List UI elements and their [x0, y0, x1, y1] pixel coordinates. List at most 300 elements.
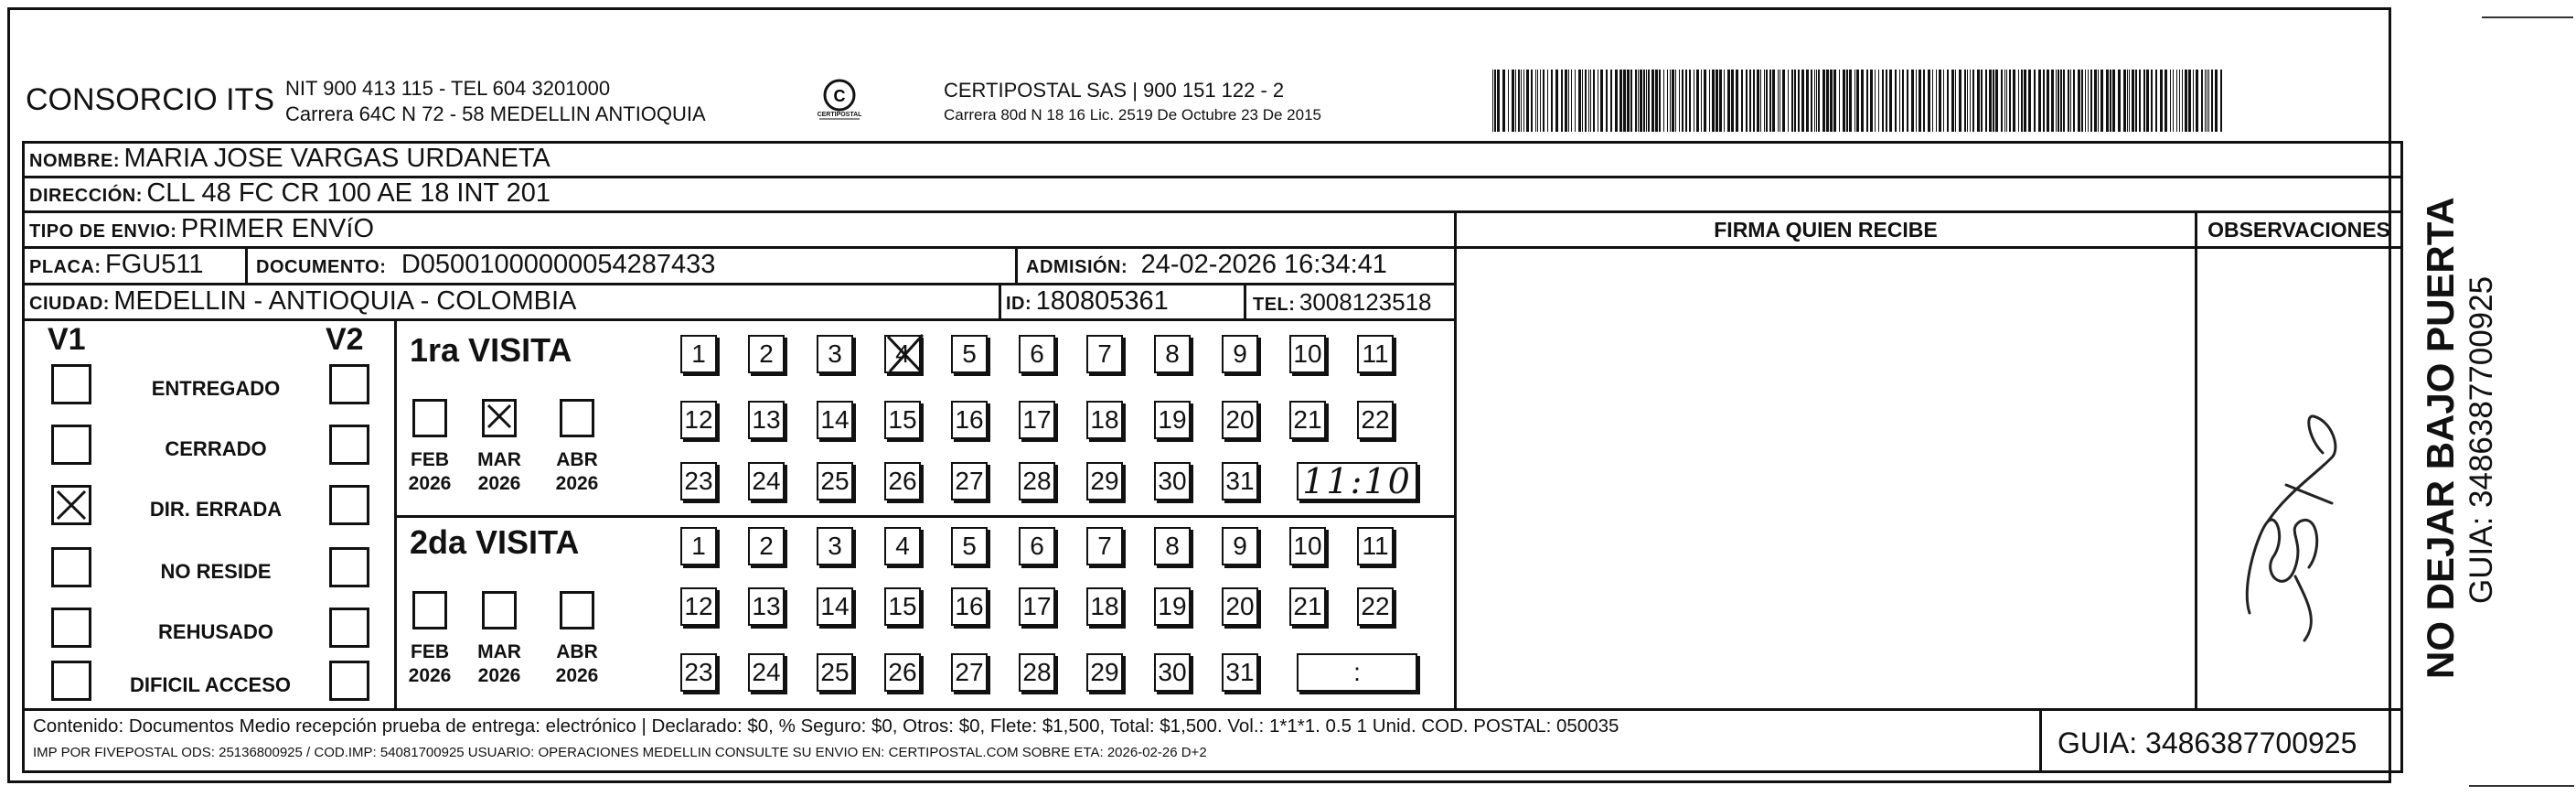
barcode-bar: [2173, 70, 2174, 132]
side-rule-top: [2482, 16, 2573, 18]
v2-label: V2: [326, 322, 364, 357]
day-box[interactable]: [1086, 462, 1123, 500]
month-label: [472, 640, 527, 688]
day-number: 31: [1225, 658, 1255, 686]
day-box[interactable]: [817, 335, 853, 373]
barcode-bar: [1508, 70, 1509, 132]
barcode-bar: [1753, 70, 1755, 132]
barcode-bar: [1932, 70, 1933, 132]
company-name: CONSORCIO ITS: [26, 82, 275, 117]
day-box[interactable]: [1154, 401, 1191, 439]
barcode-bar: [1816, 70, 1817, 132]
barcode-bar: [1895, 70, 1897, 132]
day-box[interactable]: [951, 401, 988, 439]
barcode-bar: [1568, 70, 1569, 132]
barcode-bar: [1985, 70, 1987, 132]
barcode-bar: [1818, 70, 1820, 132]
barcode-bar: [2211, 70, 2213, 132]
v1-checkbox[interactable]: [51, 364, 91, 404]
day-box[interactable]: [1289, 587, 1326, 626]
day-number: 26: [888, 658, 917, 686]
barcode-bar: [1555, 70, 1558, 132]
day-box[interactable]: [680, 462, 717, 500]
barcode-bar: [2013, 70, 2015, 132]
rule-v-firma: [1454, 210, 1457, 711]
barcode-bar: [1806, 70, 1809, 132]
day-number: 22: [1361, 592, 1390, 620]
day-box[interactable]: [951, 462, 988, 500]
barcode-bar: [1659, 70, 1661, 132]
barcode-bar: [2143, 70, 2145, 132]
day-box[interactable]: [1019, 527, 1055, 565]
day-box[interactable]: [1154, 335, 1191, 373]
barcode-bar: [2208, 70, 2209, 132]
day-box[interactable]: [1019, 653, 1055, 692]
nombre-value: MARIA JOSE VARGAS URDANETA: [123, 144, 550, 173]
day-box[interactable]: [817, 401, 853, 439]
tel-label: TEL:: [1253, 295, 1296, 315]
barcode-bar: [2018, 70, 2019, 132]
day-number: 16: [955, 592, 984, 620]
day-box[interactable]: [884, 653, 921, 692]
barcode-bar: [1791, 70, 1793, 132]
barcode-bar: [1551, 70, 1553, 132]
barcode-bar: [2034, 70, 2036, 132]
documento-row: [256, 250, 715, 280]
day-number: 27: [955, 467, 984, 495]
day-box[interactable]: [680, 653, 717, 692]
barcode-bar: [1575, 70, 1576, 132]
day-number: 23: [684, 467, 713, 495]
barcode-bar: [2056, 70, 2057, 132]
ciudad-row: [29, 286, 576, 317]
barcode-bar: [1701, 70, 1702, 132]
barcode-bar: [2038, 70, 2041, 132]
check-x-icon: [54, 488, 89, 522]
barcode-bar: [1610, 70, 1612, 132]
barcode-bar: [1902, 70, 1904, 132]
barcode-bar: [1648, 70, 1650, 132]
status-label: ENTREGADO: [151, 377, 281, 400]
v2-checkbox[interactable]: [329, 608, 369, 648]
v1-checkbox[interactable]: [51, 425, 91, 465]
month-checkbox[interactable]: [560, 399, 594, 437]
day-number: 7: [1097, 339, 1112, 368]
v2-checkbox[interactable]: [329, 661, 369, 701]
day-box[interactable]: [1222, 587, 1258, 626]
barcode-bar: [1646, 70, 1647, 132]
rule-4: [22, 283, 1454, 285]
barcode-bar: [1866, 70, 1868, 132]
v1-checkbox[interactable]: [51, 547, 91, 587]
day-box[interactable]: [817, 653, 853, 692]
month-label: [402, 640, 457, 688]
ciudad-value: MEDELLIN - ANTIOQUIA - COLOMBIA: [113, 286, 577, 316]
admision-label: ADMISIÓN:: [1026, 257, 1128, 277]
id-label: ID:: [1006, 294, 1032, 314]
company-nit: NIT 900 413 115 - TEL 604 3201000: [285, 77, 611, 100]
barcode-bar: [1782, 70, 1785, 132]
barcode-bar: [1849, 70, 1852, 132]
status-label: REHUSADO: [158, 620, 273, 643]
barcode-bar: [1760, 70, 1761, 132]
certipostal-logo: [812, 75, 867, 130]
barcode-bar: [1746, 70, 1748, 132]
day-number: 9: [1233, 339, 1247, 368]
day-box[interactable]: [884, 587, 921, 626]
day-box[interactable]: [951, 587, 988, 626]
day-box[interactable]: [1086, 653, 1123, 692]
barcode-bar: [2090, 70, 2092, 132]
barcode: [1492, 70, 2224, 132]
footer-guia: GUIA: 3486387700925: [2058, 726, 2357, 759]
day-number: 25: [820, 658, 850, 686]
v1-checkbox[interactable]: [51, 608, 91, 648]
day-box[interactable]: [884, 527, 921, 565]
direccion-row: [29, 178, 550, 209]
barcode-bar: [1675, 70, 1676, 132]
partner-address: Carrera 80d N 18 16 Lic. 2519 De Octubre 23 De 2015: [944, 106, 1321, 124]
day-box[interactable]: [884, 401, 921, 439]
day-box[interactable]: [1357, 401, 1394, 439]
barcode-bar: [1679, 70, 1680, 132]
day-box[interactable]: [884, 462, 921, 500]
day-box[interactable]: [748, 527, 785, 565]
barcode-bar: [1749, 70, 1751, 132]
day-number: 10: [1293, 532, 1322, 560]
barcode-bar: [2155, 70, 2157, 132]
day-box[interactable]: [1222, 335, 1258, 373]
barcode-bar: [1709, 70, 1710, 132]
day-box[interactable]: [680, 527, 717, 565]
barcode-bar: [1643, 70, 1645, 132]
day-box[interactable]: [1154, 653, 1191, 692]
barcode-bar: [2215, 70, 2218, 132]
barcode-bar: [1788, 70, 1789, 132]
time-box[interactable]: [1297, 462, 1417, 500]
day-box[interactable]: [1289, 335, 1326, 373]
day-number: 19: [1158, 405, 1187, 434]
barcode-bar: [1712, 70, 1715, 132]
month-checkbox[interactable]: [412, 399, 447, 437]
barcode-bar: [1798, 70, 1800, 132]
day-box[interactable]: [1019, 401, 1055, 439]
time-value: :: [1353, 658, 1361, 686]
barcode-bar: [1578, 70, 1581, 132]
day-number: 12: [684, 405, 713, 434]
rule-8: [22, 770, 2403, 773]
id-row: [1006, 286, 1169, 317]
day-box[interactable]: [1222, 527, 1258, 565]
day-box[interactable]: [817, 462, 853, 500]
rule-v-tel: [1244, 283, 1246, 318]
barcode-bar: [2112, 70, 2115, 132]
barcode-bar: [1540, 70, 1541, 132]
barcode-bar: [1943, 70, 1944, 132]
day-number: 21: [1293, 405, 1322, 434]
barcode-bar: [1682, 70, 1683, 132]
barcode-bar: [2151, 70, 2153, 132]
barcode-bar: [2094, 70, 2097, 132]
v2-checkbox[interactable]: [329, 425, 369, 465]
barcode-bar: [1907, 70, 1908, 132]
day-box[interactable]: [1289, 527, 1326, 565]
day-box[interactable]: [884, 335, 921, 373]
barcode-bar: [2110, 70, 2111, 132]
time-value: 11:10: [1302, 461, 1412, 501]
day-number: 29: [1090, 467, 1119, 495]
barcode-bar: [1830, 70, 1833, 132]
day-number: 20: [1225, 592, 1255, 620]
day-box[interactable]: [748, 587, 785, 626]
month-checkbox[interactable]: [482, 399, 517, 437]
tipo-row: [29, 214, 374, 244]
barcode-bar: [1814, 70, 1815, 132]
v1-checkbox[interactable]: [51, 485, 91, 525]
barcode-bar: [1843, 70, 1845, 132]
barcode-bar: [1561, 70, 1563, 132]
day-box[interactable]: [1222, 462, 1258, 500]
nombre-label: NOMBRE:: [29, 151, 121, 171]
day-box[interactable]: [680, 335, 717, 373]
month-label: [550, 448, 604, 496]
barcode-bar: [2021, 70, 2023, 132]
month-checkbox[interactable]: [412, 591, 447, 629]
day-box[interactable]: [951, 527, 988, 565]
barcode-bar: [1951, 70, 1954, 132]
v2-checkbox[interactable]: [329, 547, 369, 587]
day-box[interactable]: [748, 653, 785, 692]
barcode-bar: [2205, 70, 2206, 132]
barcode-bar: [1670, 70, 1671, 132]
day-box[interactable]: [1222, 653, 1258, 692]
day-number: 28: [1022, 658, 1052, 686]
barcode-bar: [2009, 70, 2011, 132]
day-box[interactable]: [951, 335, 988, 373]
day-number: 9: [1233, 532, 1247, 560]
day-box[interactable]: [1019, 462, 1055, 500]
v2-checkbox[interactable]: [329, 364, 369, 404]
day-box[interactable]: [1154, 527, 1191, 565]
barcode-bar: [1875, 70, 1876, 132]
month-year: 2026: [477, 665, 521, 686]
tel-row: [1253, 288, 1432, 317]
barcode-bar: [1919, 70, 1921, 132]
logo-text: CERTIPOSTAL: [817, 112, 862, 118]
day-box[interactable]: [1357, 587, 1394, 626]
barcode-bar: [1492, 70, 1493, 132]
barcode-bar: [1535, 70, 1536, 132]
barcode-bar: [1640, 70, 1642, 132]
barcode-bar: [1833, 70, 1836, 132]
barcode-bar: [1839, 70, 1840, 132]
barcode-bar: [1502, 70, 1505, 132]
day-box[interactable]: [817, 527, 853, 565]
day-box[interactable]: [748, 401, 785, 439]
barcode-bar: [2146, 70, 2149, 132]
barcode-bar: [2081, 70, 2083, 132]
barcode-bar: [2106, 70, 2109, 132]
barcode-bar: [2006, 70, 2007, 132]
barcode-bar: [1778, 70, 1779, 132]
day-number: 1: [691, 532, 706, 560]
day-box[interactable]: [748, 462, 785, 500]
barcode-bar: [1635, 70, 1637, 132]
day-box[interactable]: [1086, 527, 1123, 565]
rule-5: [22, 318, 1454, 321]
barcode-bar: [2063, 70, 2065, 132]
barcode-bar: [1947, 70, 1949, 132]
barcode-bar: [1667, 70, 1668, 132]
barcode-bar: [1685, 70, 1687, 132]
day-box[interactable]: [1019, 587, 1055, 626]
day-box[interactable]: [817, 587, 853, 626]
barcode-bar: [1615, 70, 1618, 132]
v1-checkbox[interactable]: [51, 661, 91, 701]
barcode-bar: [1623, 70, 1626, 132]
month-checkbox[interactable]: [560, 591, 594, 629]
barcode-bar: [2073, 70, 2075, 132]
barcode-bar: [1757, 70, 1759, 132]
day-box[interactable]: [1086, 401, 1123, 439]
time-box[interactable]: [1297, 653, 1417, 692]
month-year: 2026: [477, 473, 521, 494]
day-box[interactable]: [1019, 335, 1055, 373]
barcode-bar: [1523, 70, 1524, 132]
barcode-bar: [1972, 70, 1974, 132]
barcode-bar: [2201, 70, 2203, 132]
day-number: 29: [1090, 658, 1119, 686]
day-number: 6: [1030, 532, 1044, 560]
footer-contenido: Contenido: Documentos Medio recepción prueba de entrega: electrónico | Declarado: $0, % Seguro: $0, Otros: $0, Flete: $1,500, Total: $1,500. Vol.: 1*1*1. 0.5 1 Unid. COD. POSTAL: 050035: [33, 715, 1619, 737]
day-box[interactable]: [951, 653, 988, 692]
day-box[interactable]: [680, 587, 717, 626]
barcode-bar: [2058, 70, 2059, 132]
barcode-bar: [1811, 70, 1812, 132]
day-number: 17: [1022, 592, 1052, 620]
day-box[interactable]: [1357, 527, 1394, 565]
day-box[interactable]: [1357, 335, 1394, 373]
footer-imp: IMP POR FIVEPOSTAL ODS: 25136800925 / COD.IMP: 54081700925 USUARIO: OPERACIONES MEDELLIN CONSULTE SU ENVIO EN: CERTIPOSTAL.COM SOBRE ETA: 2026-02-26 D+2: [33, 745, 1207, 760]
barcode-bar: [1526, 70, 1529, 132]
day-box[interactable]: [1222, 401, 1258, 439]
day-number: 14: [820, 405, 850, 434]
day-number: 25: [820, 467, 850, 495]
barcode-bar: [1936, 70, 1937, 132]
day-check-icon: [882, 331, 928, 377]
day-number: 7: [1097, 532, 1112, 560]
day-box[interactable]: [1086, 335, 1123, 373]
barcode-bar: [1923, 70, 1925, 132]
side-rule-bottom: [2469, 785, 2574, 787]
day-box[interactable]: [1289, 401, 1326, 439]
barcode-bar: [1964, 70, 1966, 132]
day-box[interactable]: [1154, 587, 1191, 626]
day-number: 18: [1090, 592, 1119, 620]
barcode-bar: [1518, 70, 1520, 132]
visit2-title: 2da VISITA: [410, 523, 580, 561]
barcode-bar: [2129, 70, 2130, 132]
barcode-bar: [1822, 70, 1825, 132]
day-box[interactable]: [1086, 587, 1123, 626]
rule-v-right: [2400, 141, 2403, 773]
day-number: 26: [888, 467, 917, 495]
admision-value: 24-02-2026 16:34:41: [1140, 250, 1387, 279]
month-checkbox[interactable]: [482, 591, 517, 629]
barcode-bar: [1651, 70, 1654, 132]
month-name: MAR: [477, 449, 521, 470]
day-number: 4: [895, 532, 910, 560]
barcode-bar: [2060, 70, 2062, 132]
day-box[interactable]: [680, 401, 717, 439]
barcode-bar: [1497, 70, 1500, 132]
barcode-bar: [2220, 70, 2222, 132]
barcode-bar: [1764, 70, 1765, 132]
barcode-bar: [1967, 70, 1968, 132]
barcode-bar: [2193, 70, 2194, 132]
day-number: 28: [1022, 467, 1052, 495]
day-number: 18: [1090, 405, 1119, 434]
barcode-bar: [1655, 70, 1658, 132]
day-number: 15: [888, 592, 917, 620]
day-number: 11: [1362, 532, 1389, 560]
barcode-bar: [2118, 70, 2121, 132]
barcode-bar: [1970, 70, 1971, 132]
barcode-bar: [1627, 70, 1630, 132]
day-number: 5: [962, 532, 977, 560]
side-warning: NO DEJAR BAJO PUERTA: [2419, 197, 2462, 679]
barcode-bar: [1593, 70, 1595, 132]
barcode-bar: [1989, 70, 1992, 132]
partner-name: CERTIPOSTAL SAS | 900 151 122 - 2: [944, 79, 1285, 102]
day-number: 27: [955, 658, 984, 686]
documento-value: D05001000000054287433: [401, 250, 716, 279]
barcode-bar: [1582, 70, 1583, 132]
month-name: FEB: [411, 641, 449, 662]
barcode-bar: [1731, 70, 1734, 132]
status-label: NO RESIDE: [160, 560, 272, 583]
nombre-row: [29, 144, 550, 174]
day-box[interactable]: [1154, 462, 1191, 500]
barcode-bar: [2182, 70, 2183, 132]
day-number: 1: [691, 339, 706, 368]
barcode-bar: [2004, 70, 2005, 132]
day-number: 3: [828, 339, 842, 368]
check-x-icon: [485, 402, 514, 431]
ciudad-label: CIUDAD:: [29, 294, 110, 314]
month-label: [402, 448, 457, 496]
direccion-label: DIRECCIÓN:: [29, 186, 143, 206]
rule-v-id: [999, 283, 1001, 318]
day-box[interactable]: [748, 335, 785, 373]
v1-label: V1: [48, 322, 86, 357]
month-year: 2026: [555, 473, 599, 494]
day-number: 30: [1158, 658, 1187, 686]
barcode-bar: [1619, 70, 1622, 132]
barcode-bar: [1588, 70, 1589, 132]
day-number: 12: [684, 592, 713, 620]
barcode-bar: [1993, 70, 1994, 132]
barcode-bar: [1521, 70, 1522, 132]
v2-checkbox[interactable]: [329, 485, 369, 525]
barcode-bar: [1772, 70, 1775, 132]
placa-value: FGU511: [105, 250, 204, 279]
rule-v-guia: [2039, 708, 2042, 773]
side-guia: GUIA: 3486387700925: [2464, 275, 2499, 604]
month-year: 2026: [408, 473, 452, 494]
admision-row: [1026, 250, 1387, 280]
month-name: ABR: [556, 449, 598, 470]
